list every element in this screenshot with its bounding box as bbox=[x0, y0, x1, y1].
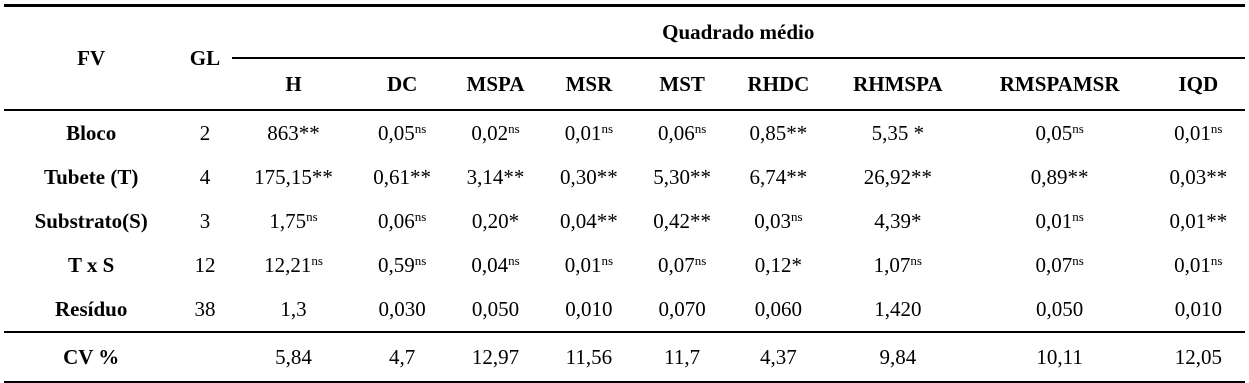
cell-value: 0,05 bbox=[1035, 120, 1073, 145]
header-fv: FV bbox=[4, 6, 178, 111]
table-cell bbox=[968, 110, 1152, 155]
cell-value: 0,050 bbox=[1036, 296, 1084, 321]
cell-value: 0,04** bbox=[560, 208, 618, 233]
cell-value: 0,07 bbox=[658, 252, 695, 277]
significance-superscript: ns bbox=[910, 252, 922, 268]
significance-superscript: ns bbox=[508, 252, 520, 268]
cell-value: 0,03** bbox=[1169, 164, 1228, 189]
cell-value: 0,07 bbox=[1035, 252, 1073, 277]
cv-cell: 12,97 bbox=[449, 332, 543, 382]
table-cell bbox=[636, 243, 729, 287]
cv-cell: 12,05 bbox=[1152, 332, 1245, 382]
row-gl: 2 bbox=[199, 120, 211, 145]
cell-value: 1,420 bbox=[874, 296, 922, 321]
significance-superscript: ns bbox=[311, 252, 323, 268]
col-header: H bbox=[232, 58, 356, 110]
significance-superscript: ns bbox=[414, 208, 427, 224]
table-cell bbox=[542, 243, 635, 287]
cell-value: 1,3 bbox=[280, 296, 307, 321]
table-cell bbox=[636, 287, 729, 332]
cell-value: 0,070 bbox=[658, 296, 706, 321]
cell-value: 0,01 bbox=[564, 120, 602, 145]
cell-value: 5,35 * bbox=[871, 120, 925, 145]
row-gl: 3 bbox=[199, 208, 211, 233]
table-cell bbox=[356, 243, 449, 287]
header-gl: GL bbox=[178, 6, 231, 111]
cell-value: 1,07 bbox=[873, 252, 911, 277]
cv-cell: 11,56 bbox=[542, 332, 635, 382]
table-cell bbox=[828, 155, 968, 199]
row-gl: 12 bbox=[194, 252, 216, 277]
cv-cell: 5,84 bbox=[232, 332, 356, 382]
table-cell bbox=[729, 155, 828, 199]
col-header: DC bbox=[356, 58, 449, 110]
table-row bbox=[4, 155, 1245, 199]
table-cell bbox=[828, 287, 968, 332]
table-cell bbox=[542, 199, 635, 243]
row-gl: 4 bbox=[199, 164, 211, 189]
table-cell bbox=[968, 287, 1152, 332]
table-cell bbox=[449, 110, 543, 155]
cv-row bbox=[4, 332, 1245, 382]
significance-superscript: ns bbox=[694, 120, 707, 136]
table-cell bbox=[968, 155, 1152, 199]
table-cell bbox=[729, 110, 828, 155]
header-quadrado-medio: Quadrado médio bbox=[232, 6, 1245, 59]
table-cell bbox=[232, 287, 356, 332]
cv-cell: 4,37 bbox=[729, 332, 828, 382]
cell-value: 0,060 bbox=[754, 296, 803, 321]
table-cell bbox=[1152, 199, 1245, 243]
table-row bbox=[4, 243, 1245, 287]
table-row bbox=[4, 110, 1245, 155]
cell-value: 0,20* bbox=[471, 208, 520, 233]
significance-superscript: ns bbox=[508, 120, 520, 136]
cell-value: 0,12* bbox=[754, 252, 803, 277]
col-header: RHDC bbox=[729, 58, 828, 110]
table-row bbox=[4, 199, 1245, 243]
table-cell bbox=[828, 243, 968, 287]
table-cell bbox=[1152, 155, 1245, 199]
significance-superscript: ns bbox=[1210, 252, 1223, 268]
cell-value: 0,01 bbox=[564, 252, 602, 277]
cell-value: 863** bbox=[267, 120, 320, 145]
table-cell bbox=[828, 110, 968, 155]
cell-value: 1,75 bbox=[269, 208, 307, 233]
table-cell bbox=[636, 155, 729, 199]
cell-value: 5,30** bbox=[653, 164, 712, 189]
table-cell bbox=[1152, 110, 1245, 155]
row-label: Tubete (T) bbox=[44, 164, 139, 189]
col-header: MSPA bbox=[449, 58, 543, 110]
table-cell bbox=[1152, 287, 1245, 332]
col-header: IQD bbox=[1152, 58, 1245, 110]
table-cell bbox=[542, 110, 635, 155]
cell-value: 0,01 bbox=[1174, 120, 1211, 145]
cell-value: 0,89** bbox=[1030, 164, 1089, 189]
significance-superscript: ns bbox=[601, 120, 614, 136]
significance-superscript: ns bbox=[1072, 208, 1084, 224]
cell-value: 0,050 bbox=[471, 296, 520, 321]
table-body bbox=[4, 110, 1245, 332]
cv-cell: 4,7 bbox=[356, 332, 449, 382]
cv-cell: 9,84 bbox=[828, 332, 968, 382]
row-gl: 38 bbox=[194, 296, 216, 321]
cell-value: 0,61** bbox=[373, 164, 431, 189]
row-label: T x S bbox=[68, 252, 115, 277]
table-cell bbox=[968, 199, 1152, 243]
cell-value: 0,010 bbox=[565, 296, 613, 321]
cell-value: 0,06 bbox=[658, 120, 695, 145]
table-cell bbox=[356, 199, 449, 243]
table-cell bbox=[232, 243, 356, 287]
table-cell bbox=[1152, 243, 1245, 287]
cell-value: 0,03 bbox=[754, 208, 791, 233]
table-cell bbox=[449, 243, 543, 287]
significance-superscript: ns bbox=[1210, 120, 1223, 136]
cell-value: 26,92** bbox=[863, 164, 932, 189]
cell-value: 0,01 bbox=[1174, 252, 1211, 277]
table-cell bbox=[729, 287, 828, 332]
table-cell bbox=[232, 155, 356, 199]
row-label: Bloco bbox=[66, 120, 117, 145]
col-header: RHMSPA bbox=[828, 58, 968, 110]
cell-value: 0,59 bbox=[377, 252, 415, 277]
table-cell bbox=[542, 155, 635, 199]
cell-value: 0,030 bbox=[378, 296, 426, 321]
significance-superscript: ns bbox=[601, 252, 614, 268]
table-cell bbox=[356, 287, 449, 332]
cell-value: 0,85** bbox=[749, 120, 808, 145]
col-header: MSR bbox=[542, 58, 635, 110]
table-cell bbox=[449, 287, 543, 332]
table-cell bbox=[636, 110, 729, 155]
cell-value: 0,01 bbox=[1035, 208, 1073, 233]
col-header: MST bbox=[636, 58, 729, 110]
cell-value: 4,39* bbox=[874, 208, 922, 233]
table-cell bbox=[232, 110, 356, 155]
table-cell bbox=[636, 199, 729, 243]
cell-value: 0,06 bbox=[377, 208, 415, 233]
cv-label: CV % bbox=[4, 332, 178, 382]
table-cell bbox=[729, 199, 828, 243]
table-cell bbox=[356, 110, 449, 155]
cell-value: 0,01** bbox=[1169, 208, 1228, 233]
cell-value: 175,15** bbox=[254, 164, 333, 189]
cv-cell: 11,7 bbox=[636, 332, 729, 382]
cell-value: 0,42** bbox=[653, 208, 712, 233]
col-header: RMSPAMSR bbox=[968, 58, 1152, 110]
table-cell bbox=[968, 243, 1152, 287]
significance-superscript: ns bbox=[414, 252, 427, 268]
cell-value: 0,010 bbox=[1174, 296, 1222, 321]
table-cell bbox=[232, 199, 356, 243]
cell-value: 6,74** bbox=[749, 164, 808, 189]
significance-superscript: ns bbox=[306, 208, 318, 224]
cv-gl bbox=[178, 332, 231, 382]
cell-value: 0,30** bbox=[560, 164, 618, 189]
table-cell bbox=[542, 287, 635, 332]
table-cell bbox=[449, 155, 543, 199]
cell-value: 0,05 bbox=[377, 120, 415, 145]
table-row bbox=[4, 287, 1245, 332]
anova-table bbox=[4, 4, 1245, 383]
cell-value: 0,02 bbox=[471, 120, 509, 145]
significance-superscript: ns bbox=[414, 120, 427, 136]
significance-superscript: ns bbox=[694, 252, 707, 268]
row-label: Substrato(S) bbox=[34, 208, 148, 233]
table-cell bbox=[356, 155, 449, 199]
significance-superscript: ns bbox=[1072, 120, 1084, 136]
cv-cell: 10,11 bbox=[968, 332, 1152, 382]
table-cell bbox=[729, 243, 828, 287]
cell-value: 12,21 bbox=[264, 252, 312, 277]
significance-superscript: ns bbox=[1072, 252, 1084, 268]
cell-value: 3,14** bbox=[466, 164, 525, 189]
table-cell bbox=[828, 199, 968, 243]
significance-superscript: ns bbox=[791, 208, 803, 224]
cell-value: 0,04 bbox=[471, 252, 509, 277]
row-label: Resíduo bbox=[55, 296, 128, 321]
table-cell bbox=[449, 199, 543, 243]
